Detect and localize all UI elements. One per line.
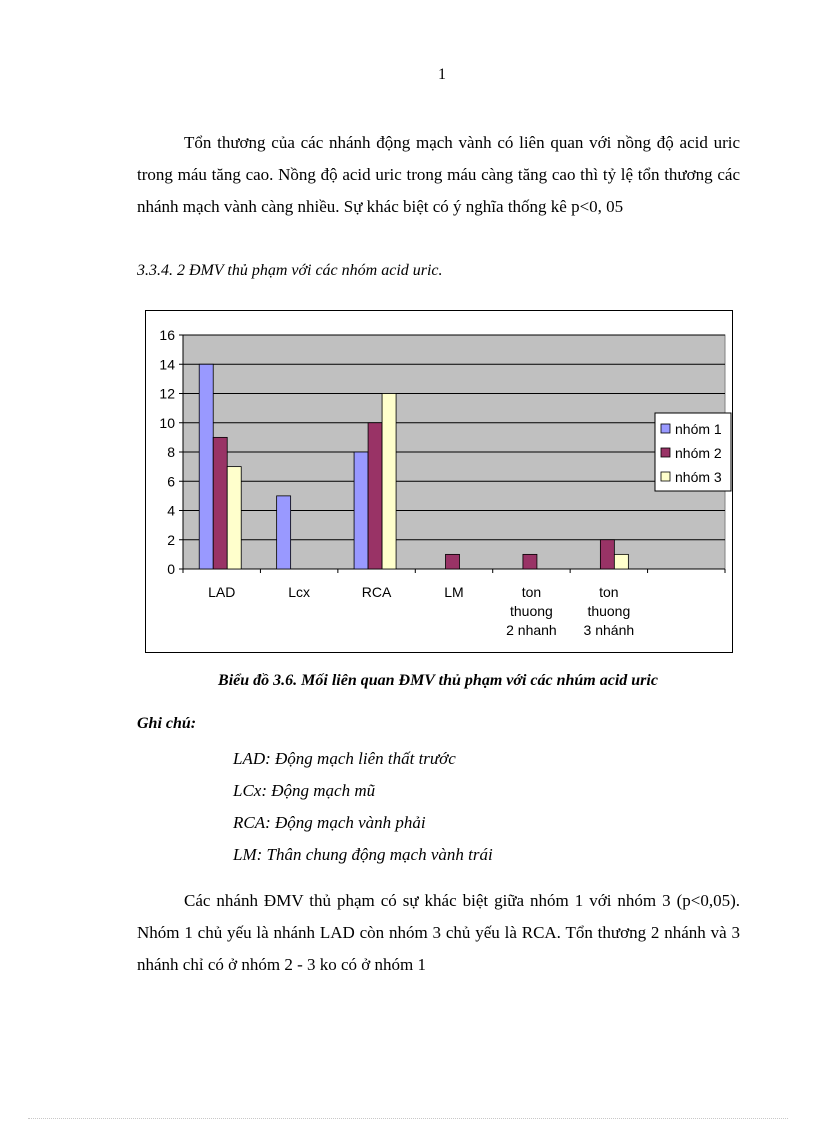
paragraph-conclusion: Các nhánh ĐMV thủ phạm có sự khác biệt giữa nhóm 1 với nhóm 3 (p<0,05). Nhóm 1 chủ yếu là nhánh LAD còn nhóm 3 chủ yếu là RCA. Tổn thương 2 nhánh và 3 nhánh chỉ có ở nhóm 2 - 3 ko có ở nhóm 1 [137,891,740,974]
legend-swatch [661,424,670,433]
y-tick-label: 6 [167,473,175,490]
bar [213,437,227,569]
chart-container [145,310,733,653]
chart-caption: Biểu đồ 3.6. Mối liên quan ĐMV thủ phạm với các nhúm acid uric [218,672,658,689]
bar [382,394,396,570]
y-tick-label: 10 [159,414,175,431]
bar-chart [146,311,732,652]
paragraph-intro: Tổn thương của các nhánh động mạch vành có liên quan với nồng độ acid uric trong máu tăng cao. Nồng độ acid uric trong máu càng tăng cao thì tỷ lệ tổn thương các nhánh mạch vành càng nhiều. Sự khác biệt có ý nghĩa thống kê p<0, 05 [137,133,740,216]
notes-title: Ghi chú: [137,715,197,732]
note-item: LCx: Động mạch mũ [233,781,376,800]
x-tick-label: LAD [208,584,236,600]
notes-list [233,743,493,871]
note-item: LM: Thân chung động mạch vành trái [233,845,493,864]
note-item: RCA: Động mạch vành phải [233,813,426,832]
y-tick-label: 12 [159,385,175,402]
page-number: 1 [438,66,446,83]
section-heading: 3.3.4. 2 ĐMV thủ phạm với các nhóm acid uric. [137,262,443,279]
footer-rule [28,1118,788,1119]
bar [600,540,614,569]
y-tick-label: 8 [167,444,175,460]
bar [227,467,241,569]
bar [354,452,368,569]
bar [446,554,460,569]
x-tick-label: thuong [587,603,631,619]
y-tick-label: 14 [159,356,175,373]
x-tick-label: LM [444,584,464,600]
x-tick-label: thuong [510,603,553,619]
x-tick-label: RCA [361,584,392,600]
x-tick-label: Lcx [288,584,311,600]
x-tick-label: ton [599,584,619,600]
bar [614,554,628,569]
bar [523,554,537,569]
y-tick-label: 16 [159,327,175,343]
x-tick-label: 2 nhanh [506,622,557,638]
legend-label: nhóm 3 [675,469,722,485]
y-tick-label: 0 [167,561,175,577]
legend-swatch [661,448,670,457]
bar [368,423,382,569]
x-tick-label: 3 nhánh [583,622,635,638]
bar [199,364,213,569]
legend-swatch [661,472,670,481]
note-item: LAD: Động mạch liên thất trước [233,749,456,768]
y-tick-label: 2 [167,531,175,548]
legend-label: nhóm 2 [675,445,722,461]
bar [277,496,291,569]
y-tick-label: 4 [167,502,175,519]
x-tick-label: ton [521,584,542,600]
legend-label: nhóm 1 [675,421,722,437]
